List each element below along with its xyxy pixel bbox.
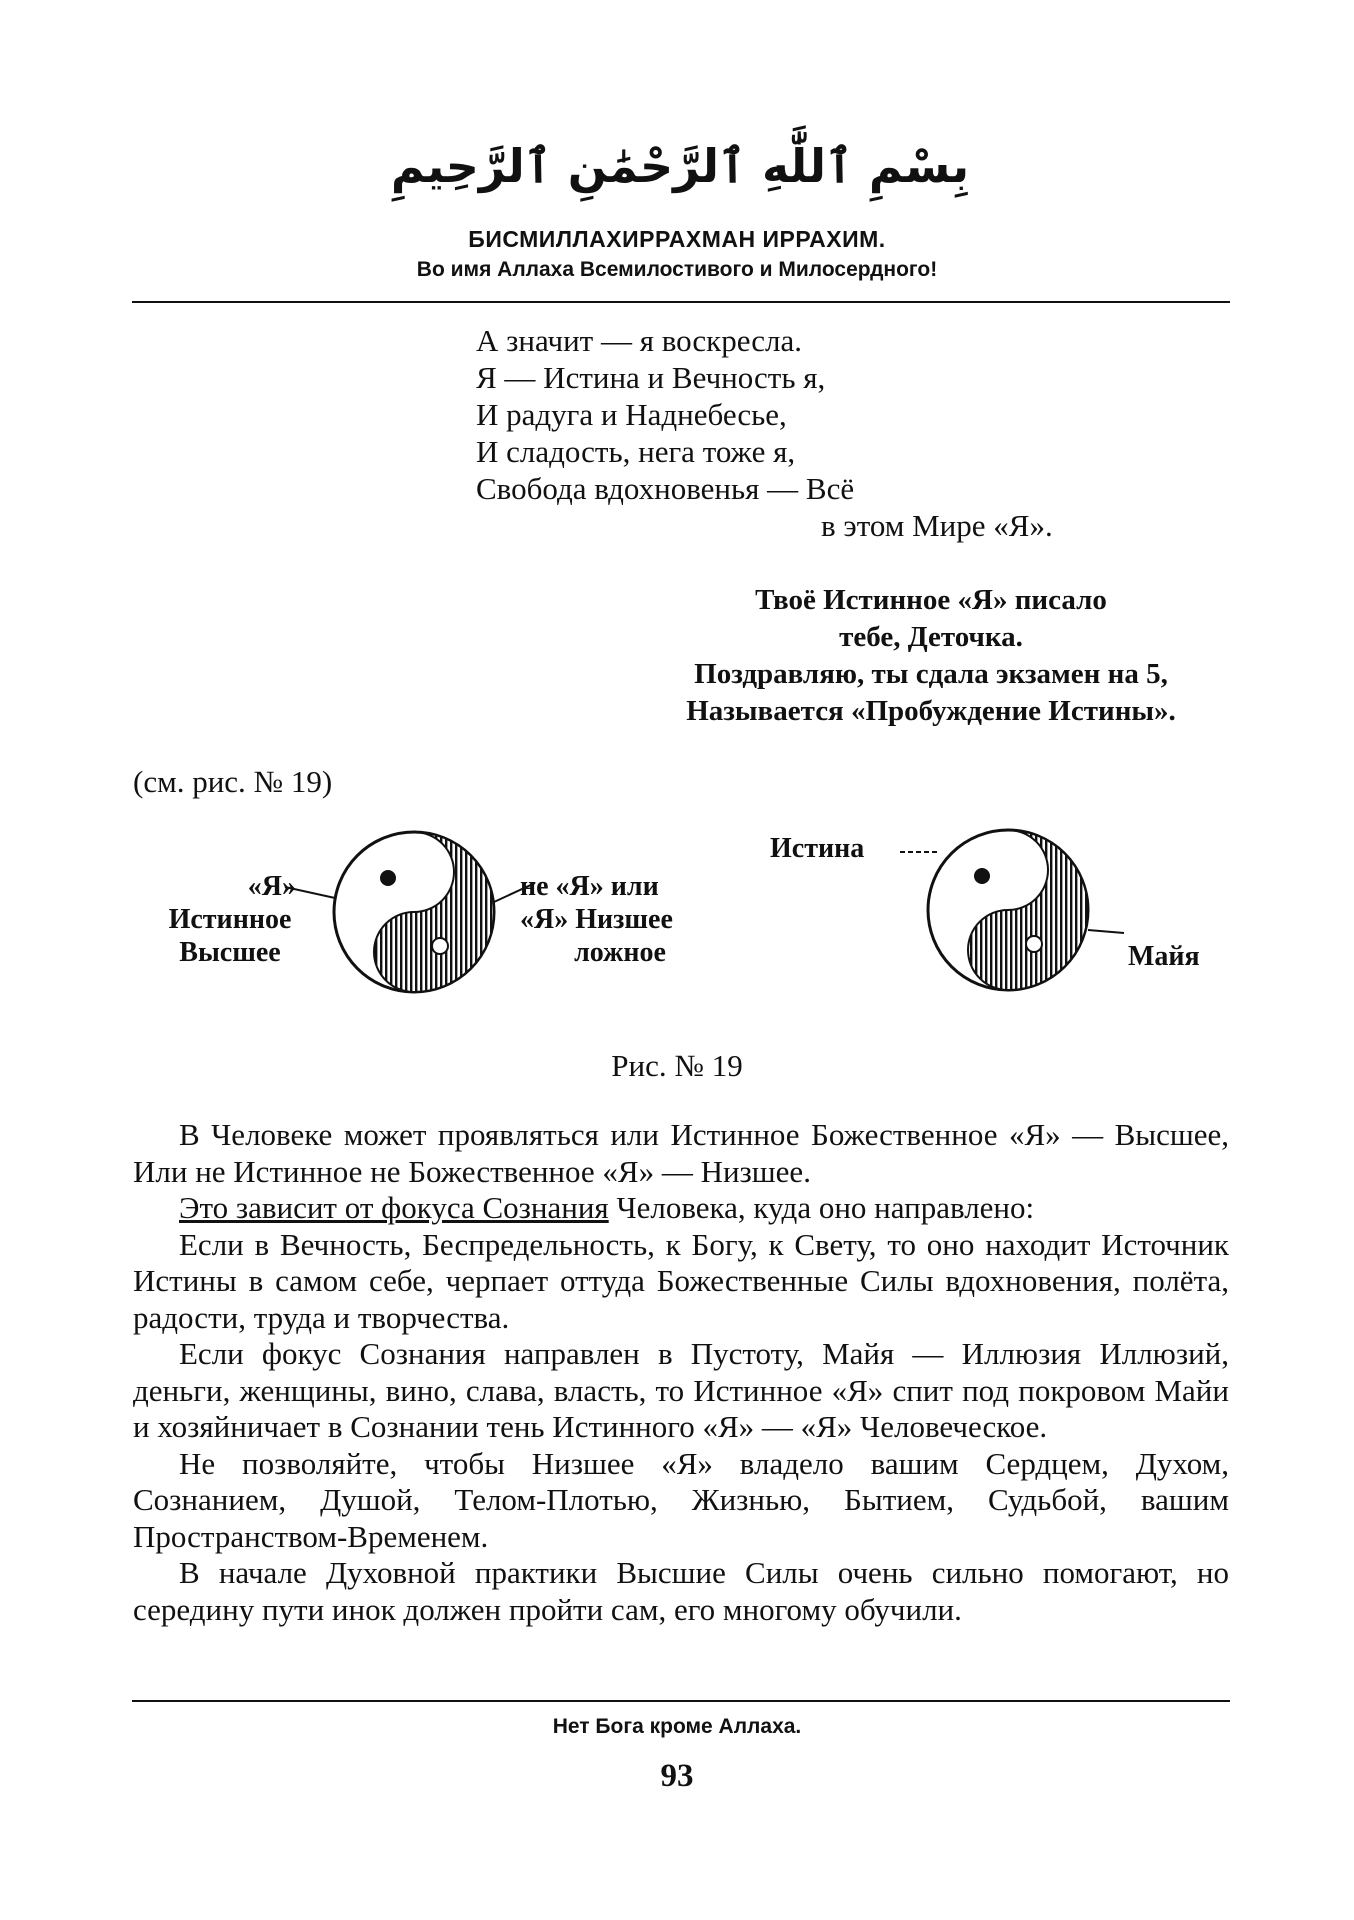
header-title: БИСМИЛЛАХИРРАХМАН ИРРАХИМ. [468, 226, 886, 252]
poem-line: А значит — я воскресла. [476, 323, 803, 358]
bold-line: Твоё Истинное «Я» писало [755, 584, 1107, 616]
body-text [133, 1117, 1229, 1628]
header-subtitle: Во имя Аллаха Всемилостивого и Милосердного! [416, 258, 938, 281]
figure-label-truth: Истина [770, 833, 865, 864]
page-number: 93 [660, 1758, 694, 1794]
footer-divider [132, 1700, 1230, 1702]
yin-yang-right-icon [900, 830, 1124, 990]
figure-label-ya: «Я» [247, 871, 296, 902]
figure-label-false: ложное [574, 937, 666, 968]
poem-line: И сладость, нега тоже я, [476, 434, 796, 469]
figure-label-not-ya: не «Я» или [520, 871, 659, 902]
footer-text: Нет Бога кроме Аллаха. [552, 1715, 802, 1738]
leader-line-maya [1088, 930, 1124, 933]
figure-reference: (см. рис. № 19) [133, 764, 333, 799]
figure-label-maya: Майя [1128, 941, 1200, 972]
paragraph-rest: Человека, куда оно направлено: [608, 1190, 1035, 1225]
bold-line: Называется «Пробуждение Истины». [686, 695, 1176, 727]
paragraph: Если фокус Сознания направлен в Пустоту, Майя — Иллюзия Иллюзий, деньги, женщины, вино, слава, власть, то Истинное «Я» спит под покровом Майи и хозяйничает в Сознании тень Истинного «Я» — «Я» Человеческое. [133, 1336, 1229, 1444]
poem-line: Свобода вдохновенья — Всё [476, 471, 855, 506]
poem-line: И радуга и Наднебесье, [476, 397, 787, 432]
figure-label-higher: Высшее [179, 937, 281, 968]
bold-line: тебе, Деточка. [839, 621, 1023, 653]
figure-label-lower: «Я» Низшее [520, 904, 673, 935]
paragraph: Если в Вечность, Беспредельность, к Богу, к Свету, то оно находит Источник Истины в самом себе, черпает оттуда Божественные Силы вдохновения, полёта, радости, труда и творчества. [133, 1226, 1229, 1335]
figure-label-true: Истинное [168, 904, 292, 935]
poem-line: в этом Мире «Я». [821, 508, 1053, 543]
paragraph [133, 1190, 1229, 1227]
paragraph: В начале Духовной практики Высшие Силы очень сильно помогают, но середину пути инок должен пройти сам, его многому обучили. [133, 1555, 1229, 1627]
bold-line: Поздравляю, ты сдала экзамен на 5, [694, 658, 1168, 690]
figure-caption: Рис. № 19 [611, 1048, 743, 1083]
underlined-phrase: Это зависит от фокуса Сознания [179, 1190, 609, 1225]
paragraph: Не позволяйте, чтобы Низшее «Я» владело вашим Сердцем, Духом, Сознанием, Душой, Телом-Плотью, Жизнью, Бытием, Судьбой, вашим Пространством-Временем. [133, 1445, 1229, 1554]
poem-line: Я — Истина и Вечность я, [476, 360, 826, 395]
paragraph: В Человеке может проявляться или Истинное Божественное «Я» — Высшее, Или не Истинное не Божественное «Я» — Низшее. [133, 1117, 1229, 1189]
yin-yang-left-icon [285, 832, 535, 992]
arabic-text: بِسْمِ ٱللَّٰهِ ٱلرَّحْمَٰنِ ٱلرَّحِيمِ [390, 139, 970, 193]
